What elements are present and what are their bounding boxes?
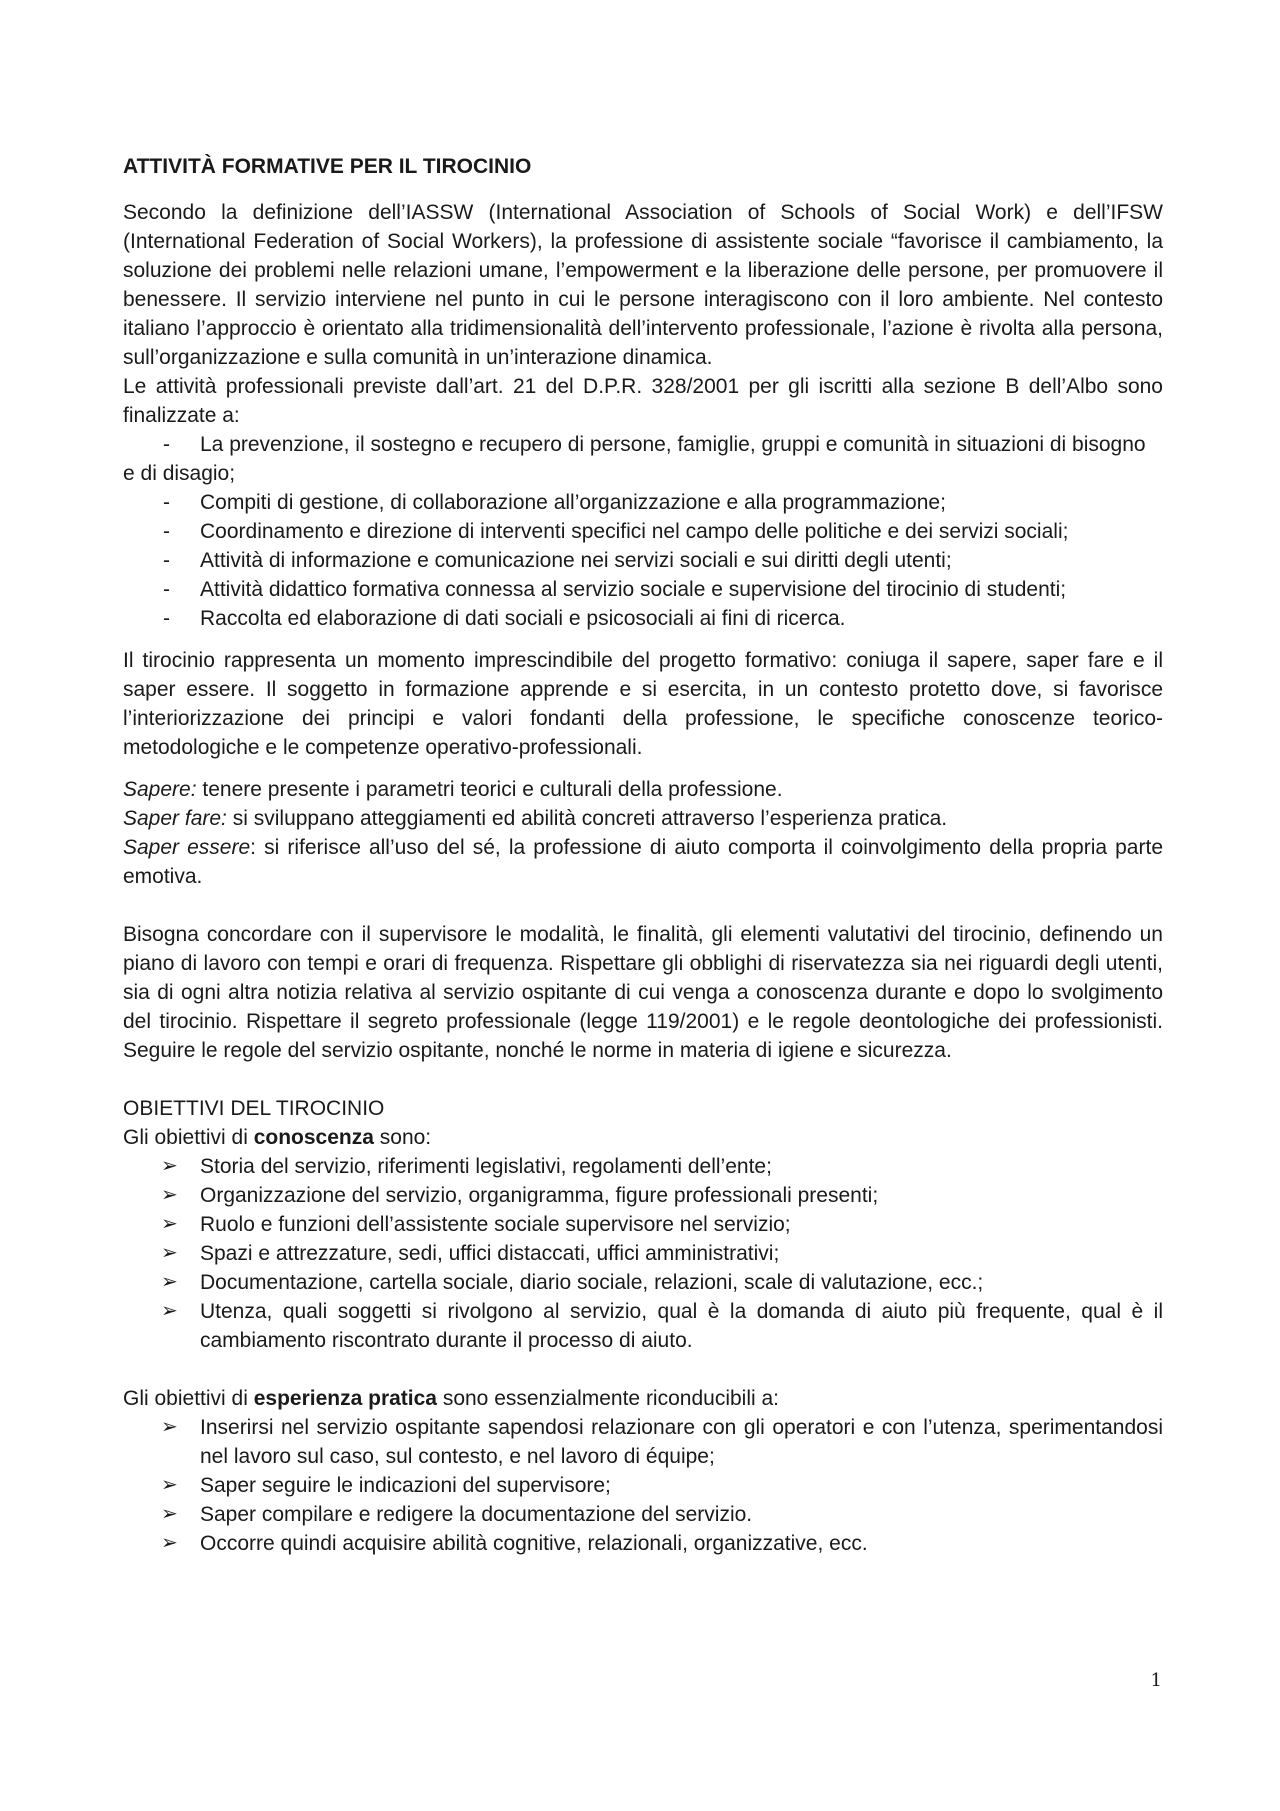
definition-term: Saper fare: <box>123 807 227 830</box>
objectives-heading: OBIETTIVI DEL TIROCINIO <box>123 1097 385 1120</box>
arrow-bullet-icon: ➢ <box>161 1532 178 1554</box>
knowledge-objectives-list <box>123 1152 1163 1355</box>
knowledge-intro-bold: conoscenza <box>253 1126 374 1149</box>
list-item: - Compiti di gestione, di collaborazione all’organizzazione e alla programmazione; <box>123 488 1163 517</box>
definition-text: : si riferisce all’uso del sé, la professione di aiuto comporta il coinvolgimento della propria parte emotiva. <box>123 836 1163 888</box>
arrow-bullet-icon: ➢ <box>161 1155 178 1177</box>
activities-list <box>123 430 1163 633</box>
activities-intro: Le attività professionali previste dall’art. 21 del D.P.R. 328/2001 per gli iscritti alla sezione B dell’Albo sono finalizzate a: <box>123 375 1163 427</box>
list-item-text: Saper seguire le indicazioni del supervisore; <box>200 1474 611 1497</box>
definitions <box>123 775 1163 891</box>
knowledge-intro-text: Gli obiettivi di <box>123 1126 254 1149</box>
list-item: - Attività di informazione e comunicazione nei servizi sociali e sui diritti degli utenti; <box>123 546 1163 575</box>
list-item <box>123 1471 1163 1500</box>
page-title: ATTIVITÀ FORMATIVE PER IL TIROCINIO <box>123 155 532 178</box>
arrow-bullet-icon: ➢ <box>161 1242 178 1264</box>
list-item-text: Spazi e attrezzature, sedi, uffici distaccati, uffici amministrativi; <box>200 1242 780 1265</box>
list-item-text: Organizzazione del servizio, organigramma, figure professionali presenti; <box>200 1184 879 1207</box>
page-number: 1 <box>1150 1670 1162 1691</box>
list-item <box>123 1413 1163 1471</box>
definition-term: Sapere: <box>123 778 197 801</box>
knowledge-intro-suffix: sono: <box>373 1126 432 1149</box>
definition-saper-fare <box>123 804 1163 833</box>
list-item <box>123 1500 1163 1529</box>
practice-intro-text: Gli obiettivi di <box>123 1387 254 1410</box>
rules-paragraph: Bisogna concordare con il supervisore le modalità, le finalità, gli elementi valutativi del tirocinio, definendo un piano di lavoro con tempi e orari di frequenza. Rispettare gli obblighi di riservatezza sia nei riguardi degli utenti, sia di ogni altra notizia relativa al servizio ospitante di cui venga a conoscenza durante e dopo lo svolgimento del tirocinio. Rispettare il segreto professionale (legge 119/2001) e le regole deontologiche dei professionisti. Seguire le regole del servizio ospitante, nonché le norme in materia di igiene e sicurezza. <box>123 923 1163 1062</box>
practice-intro <box>123 1384 1163 1413</box>
list-item-text: Saper compilare e redigere la documentazione del servizio. <box>200 1503 753 1526</box>
list-item <box>123 1210 1163 1239</box>
list-item <box>123 1152 1163 1181</box>
list-item-text: Utenza, quali soggetti si rivolgono al servizio, qual è la domanda di aiuto più frequente, qual è il cambiamento riscontrato durante il processo di aiuto. <box>200 1300 1163 1352</box>
arrow-bullet-icon: ➢ <box>161 1474 178 1496</box>
practice-intro-bold: esperienza pratica <box>253 1387 437 1410</box>
definition-saper-essere <box>123 833 1163 891</box>
list-item <box>123 1181 1163 1210</box>
arrow-bullet-icon: ➢ <box>161 1271 178 1293</box>
list-item: - Raccolta ed elaborazione di dati sociali e psicosociali ai fini di ricerca. <box>123 604 1163 633</box>
arrow-bullet-icon: ➢ <box>161 1416 178 1438</box>
intro-paragraph: Secondo la definizione dell’IASSW (International Association of Schools of Social Work) e dell’IFSW (International Federation of Social Workers), la professione di assistente sociale “favorisce il cambiamento, la soluzione dei problemi nelle relazioni umane, l’empowerment e la liberazione delle persone, per promuovere il benessere. Il servizio interviene nel punto in cui le persone interagiscono con il loro ambiente. Nel contesto italiano l’approccio è orientato alla tridimensionalità dell’intervento professionale, l’azione è rivolta alla persona, sull’organizzazione e sulla comunità in un’interazione dinamica. <box>123 201 1163 369</box>
list-item <box>123 1268 1163 1297</box>
definition-term: Saper essere <box>123 836 251 859</box>
list-item-text: Ruolo e funzioni dell’assistente sociale supervisore nel servizio; <box>200 1213 791 1236</box>
arrow-bullet-icon: ➢ <box>161 1503 178 1525</box>
practice-intro-suffix: sono essenzialmente riconducibili a: <box>436 1387 780 1410</box>
document-body <box>123 152 1163 1558</box>
arrow-bullet-icon: ➢ <box>161 1213 178 1235</box>
list-item: - Coordinamento e direzione di interventi specifici nel campo delle politiche e dei servizi sociali; <box>123 517 1163 546</box>
list-item-text: Inserirsi nel servizio ospitante sapendosi relazionare con gli operatori e con l’utenza, sperimentandosi nel lavoro sul caso, sul contesto, e nel lavoro di équipe; <box>200 1416 1163 1468</box>
list-item-text: Occorre quindi acquisire abilità cognitive, relazionali, organizzative, ecc. <box>200 1532 868 1555</box>
list-item <box>123 1529 1163 1558</box>
knowledge-intro <box>123 1123 1163 1152</box>
definition-sapere <box>123 775 1163 804</box>
arrow-bullet-icon: ➢ <box>161 1184 178 1206</box>
definition-text: tenere presente i parametri teorici e culturali della professione. <box>196 778 783 801</box>
definition-text: si sviluppano atteggiamenti ed abilità concreti attraverso l’esperienza pratica. <box>226 807 948 830</box>
list-item-text: Storia del servizio, riferimenti legislativi, regolamenti dell’ente; <box>200 1155 772 1178</box>
arrow-bullet-icon: ➢ <box>161 1300 178 1322</box>
practice-objectives-list <box>123 1413 1163 1558</box>
list-item-text: Documentazione, cartella sociale, diario sociale, relazioni, scale di valutazione, ecc.; <box>200 1271 984 1294</box>
list-item: - La prevenzione, il sostegno e recupero di persone, famiglie, gruppi e comunità in situazioni di bisogno e di disagio; <box>123 430 1163 488</box>
list-item <box>123 1297 1163 1355</box>
list-item: - Attività didattico formativa connessa al servizio sociale e supervisione del tirocinio di studenti; <box>123 575 1163 604</box>
list-item <box>123 1239 1163 1268</box>
tirocinio-paragraph: Il tirocinio rappresenta un momento imprescindibile del progetto formativo: coniuga il sapere, saper fare e il saper essere. Il soggetto in formazione apprende e si esercita, in un contesto protetto dove, si favorisce l’interiorizzazione dei principi e valori fondanti della professione, le specifiche conoscenze teorico-metodologiche e le competenze operativo-professionali. <box>123 649 1163 759</box>
